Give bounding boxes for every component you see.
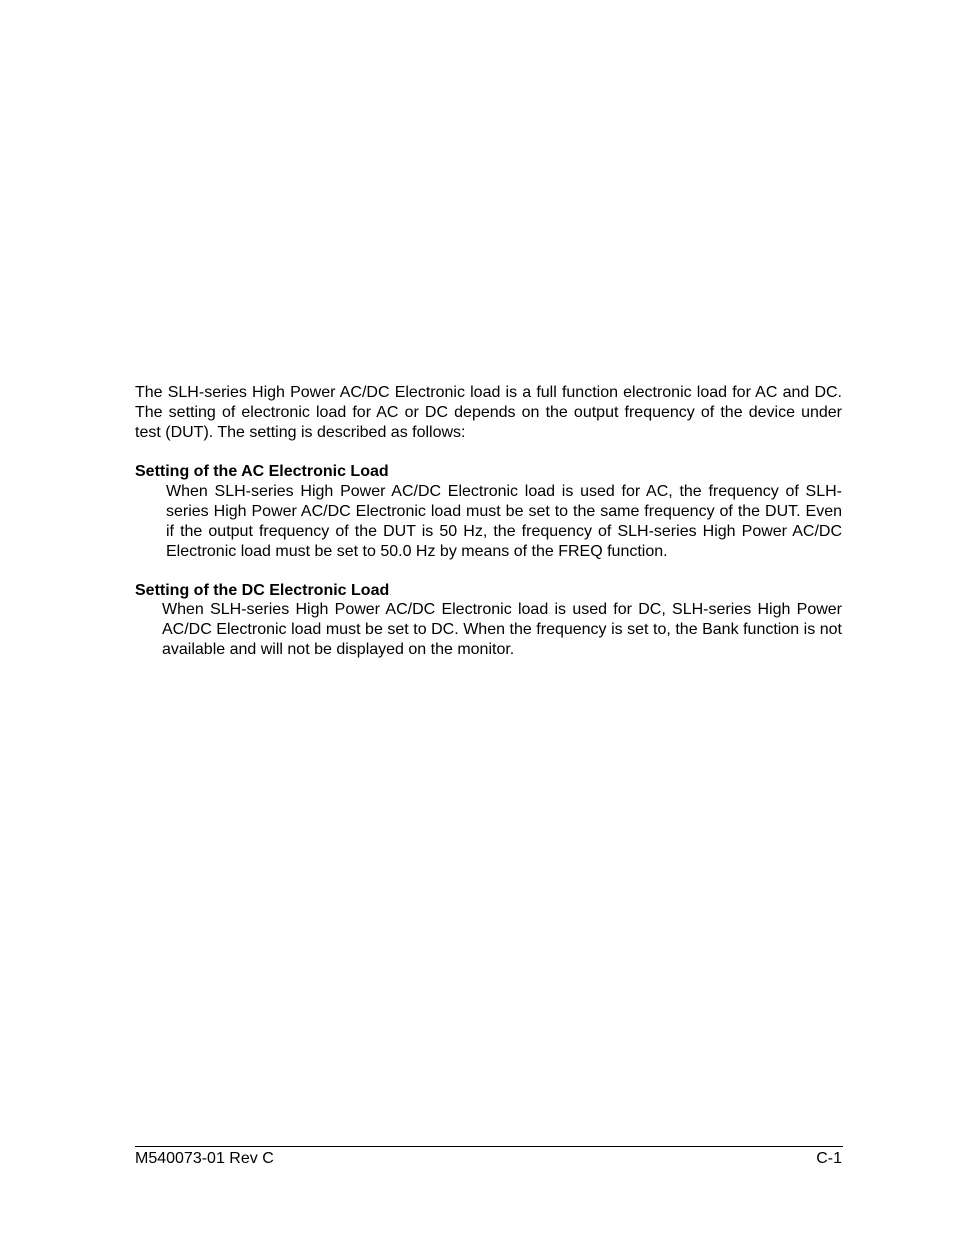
footer-divider — [135, 1146, 843, 1147]
dc-section-body: When SLH-series High Power AC/DC Electronic load is used for DC, SLH-series High Power AC/DC Electronic load must be set to DC. When the frequency is set to, the Bank function is not available and will not be displayed on the monitor. — [162, 601, 842, 658]
footer-doc-number: M540073-01 Rev C — [135, 1150, 274, 1167]
intro-paragraph: The SLH-series High Power AC/DC Electronic load is a full function electronic load for AC and DC. The setting of electronic load for AC or DC depends on the output frequency of the device under test (DUT). The setting is described as follows: — [135, 384, 842, 441]
dc-section-heading: Setting of the DC Electronic Load — [135, 582, 390, 599]
ac-section-heading: Setting of the AC Electronic Load — [135, 463, 389, 480]
ac-section-body: When SLH-series High Power AC/DC Electronic load is used for AC, the frequency of SLH-series High Power AC/DC Electronic load must be set to the same frequency of the DUT. Even if the output frequency of the DUT is 50 Hz, the frequency of SLH-series High Power AC/DC Electronic load must be set to 50.0 Hz by means of the FREQ function. — [166, 483, 842, 560]
footer-page-number: C-1 — [816, 1150, 842, 1167]
